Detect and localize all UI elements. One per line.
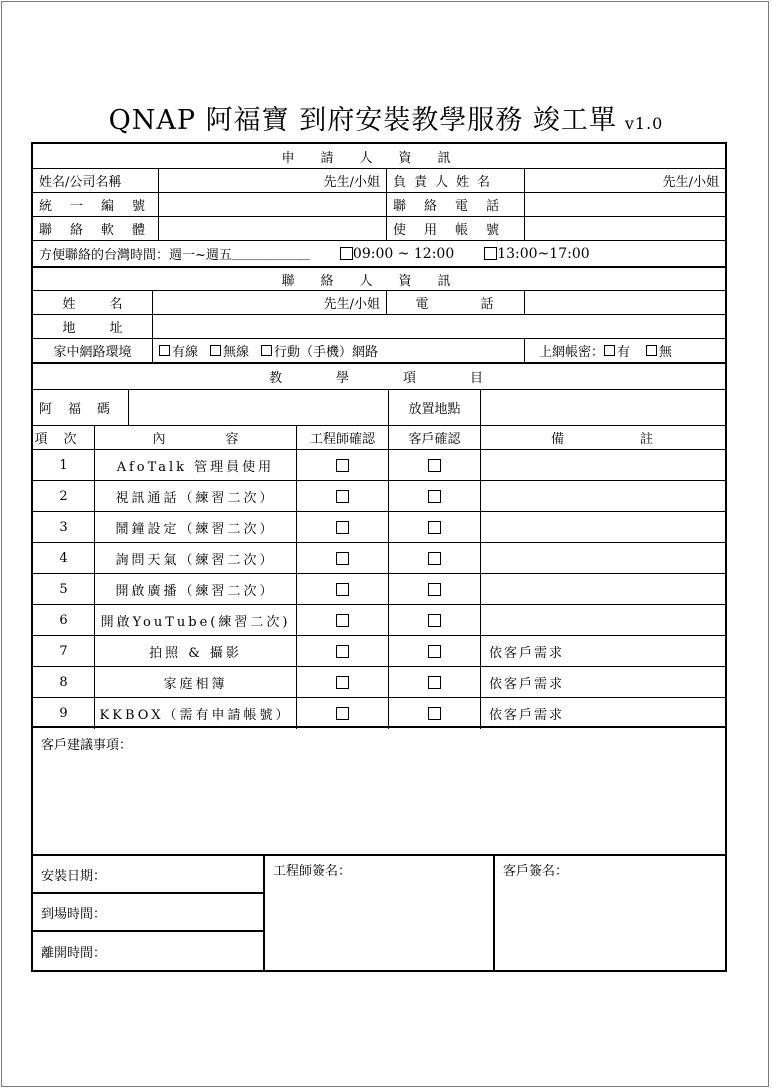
account-yes-checkbox[interactable]: [604, 345, 615, 356]
engineer-sign-label: 工程師簽名：: [273, 864, 352, 879]
item-note[interactable]: 依客戶需求: [489, 676, 565, 692]
item-content: 開啟YouTube(練習二次): [95, 605, 297, 635]
item-customer-cell: [389, 543, 481, 573]
company-mr-ms: 先生/小姐: [323, 175, 380, 190]
footer-section: [33, 856, 725, 970]
contact-header-row: [33, 268, 725, 291]
item-engineer-cell: [297, 450, 389, 480]
engineer-confirm-checkbox[interactable]: [336, 583, 349, 596]
mobile-label: 行動（手機）網路: [274, 345, 379, 360]
suggestions-section[interactable]: [33, 728, 725, 856]
contact-mr-ms: 先生/小姐: [323, 297, 380, 312]
slot2-checkbox[interactable]: [484, 247, 497, 260]
network-label: 家中網路環境: [33, 339, 153, 362]
item-engineer-cell: [297, 667, 389, 697]
unified-label: 統一編號: [33, 193, 159, 216]
item-note[interactable]: [481, 543, 725, 573]
item-engineer-cell: [297, 574, 389, 604]
install-date-cell[interactable]: [33, 856, 263, 894]
engineer-confirm-checkbox[interactable]: [336, 676, 349, 689]
customer-confirm-checkbox[interactable]: [428, 459, 441, 472]
network-options: [153, 339, 525, 362]
col-no: 項次: [33, 426, 95, 449]
item-content: 視訊通話（練習二次）: [95, 481, 297, 511]
item-customer-cell: [389, 605, 481, 635]
wired-label: 有線: [172, 345, 199, 360]
item-engineer-cell: [297, 512, 389, 542]
slot1-label: 09:00 ~ 12:00: [352, 245, 455, 262]
teaching-item-row: [33, 450, 725, 481]
col-content: 內容: [95, 426, 297, 449]
item-customer-cell: [389, 481, 481, 511]
item-customer-cell: [389, 512, 481, 542]
item-no: 4: [33, 543, 95, 573]
install-date-label: 安裝日期：: [41, 868, 107, 884]
unified-field[interactable]: [159, 193, 387, 216]
suggestions-label: 客戶建議事項：: [41, 738, 133, 753]
item-engineer-cell: [297, 636, 389, 666]
item-content: 拍照 & 攝影: [95, 636, 297, 666]
col-customer: 客戶確認: [389, 426, 481, 449]
customer-confirm-checkbox[interactable]: [428, 645, 441, 658]
item-customer-cell: [389, 698, 481, 729]
item-content: AfoTalk 管理員使用: [95, 450, 297, 480]
item-customer-cell: [389, 450, 481, 480]
customer-confirm-checkbox[interactable]: [428, 552, 441, 565]
afo-code-row: [33, 390, 725, 426]
item-content: 詢問天氣（練習二次）: [95, 543, 297, 573]
item-note[interactable]: [481, 605, 725, 635]
applicant-row-4: [33, 241, 725, 266]
teaching-item-row: [33, 636, 725, 667]
title-version: v1.0: [624, 114, 664, 133]
software-field[interactable]: [159, 217, 387, 240]
teaching-item-row: [33, 543, 725, 574]
applicant-section: [33, 144, 725, 268]
wireless-checkbox[interactable]: [210, 345, 221, 356]
company-label: 姓名/公司名稱: [33, 169, 159, 192]
item-content: 開啟廣播（練習二次）: [95, 574, 297, 604]
item-no: 1: [33, 450, 95, 480]
wireless-label: 無線: [223, 345, 250, 360]
item-note[interactable]: [481, 574, 725, 604]
form-title: [0, 98, 772, 137]
contact-time-blank[interactable]: ____________: [231, 246, 310, 261]
item-no: 7: [33, 636, 95, 666]
software-label: 聯絡軟體: [33, 217, 159, 240]
teaching-item-row: [33, 667, 725, 698]
customer-sign-cell[interactable]: [495, 856, 725, 970]
teaching-item-row: [33, 512, 725, 543]
customer-confirm-checkbox[interactable]: [428, 583, 441, 596]
col-engineer: 工程師確認: [297, 426, 389, 449]
engineer-sign-cell[interactable]: [265, 856, 495, 970]
item-no: 3: [33, 512, 95, 542]
engineer-confirm-checkbox[interactable]: [336, 521, 349, 534]
customer-confirm-checkbox[interactable]: [428, 521, 441, 534]
service-form: [31, 142, 730, 972]
person-mr-ms: 先生/小姐: [662, 175, 719, 190]
person-field[interactable]: [525, 169, 725, 192]
contact-row-1: [33, 291, 725, 315]
item-no: 8: [33, 667, 95, 697]
contact-name-label: 姓名: [33, 291, 153, 314]
address-field[interactable]: [153, 315, 725, 338]
arrive-time-cell[interactable]: [33, 894, 263, 932]
contact-name-field[interactable]: [153, 291, 387, 314]
teaching-item-row: [33, 481, 725, 512]
contact-tel-label: 電話: [387, 291, 525, 314]
teaching-col-header-row: [33, 426, 730, 450]
engineer-confirm-checkbox[interactable]: [336, 552, 349, 565]
title-main: QNAP 阿福寶 到府安裝教學服務 竣工單: [108, 105, 617, 136]
account-label: 使用帳號: [387, 217, 525, 240]
item-no: 6: [33, 605, 95, 635]
contact-row-2: [33, 315, 725, 339]
contact-header: 聯絡人資訊: [281, 273, 477, 289]
applicant-header-row: [33, 144, 725, 169]
teaching-header-row: [33, 364, 725, 390]
item-engineer-cell: [297, 698, 389, 729]
contact-section: [33, 268, 725, 364]
teaching-item-row: [33, 698, 725, 729]
customer-confirm-checkbox[interactable]: [428, 676, 441, 689]
contact-row-3: [33, 339, 725, 362]
address-label: 地址: [33, 315, 153, 338]
wired-checkbox[interactable]: [159, 345, 170, 356]
item-engineer-cell: [297, 481, 389, 511]
item-engineer-cell: [297, 543, 389, 573]
place-field[interactable]: [481, 390, 725, 425]
phone-label: 聯絡電話: [387, 193, 525, 216]
slot2-label: 13:00~17:00: [497, 245, 590, 262]
applicant-row-1: [33, 169, 725, 193]
item-engineer-cell: [297, 605, 389, 635]
arrive-time-label: 到場時間：: [41, 906, 107, 922]
teaching-item-row: [33, 574, 725, 605]
account-no-label: 無: [659, 345, 673, 360]
customer-confirm-checkbox[interactable]: [428, 614, 441, 627]
account-field[interactable]: [525, 217, 725, 240]
afo-code-field[interactable]: [129, 390, 389, 425]
leave-time-label: 離開時間：: [41, 945, 107, 961]
account-yes-label: 有: [617, 345, 631, 360]
engineer-confirm-checkbox[interactable]: [336, 707, 349, 720]
item-customer-cell: [389, 667, 481, 697]
account-question-label: 上網帳密：: [539, 345, 605, 360]
afo-code-label: 阿福碼: [33, 390, 129, 425]
engineer-confirm-checkbox[interactable]: [336, 459, 349, 472]
item-content: 鬧鐘設定（練習二次）: [95, 512, 297, 542]
teaching-item-row: [33, 605, 725, 636]
item-content: 家庭相簿: [95, 667, 297, 697]
item-note[interactable]: [481, 512, 725, 542]
engineer-confirm-checkbox[interactable]: [336, 490, 349, 503]
applicant-row-2: [33, 193, 725, 217]
engineer-confirm-checkbox[interactable]: [336, 614, 349, 627]
place-label: 放置地點: [389, 390, 481, 425]
teaching-header: 教學項目: [268, 371, 537, 386]
account-no-checkbox[interactable]: [646, 345, 657, 356]
customer-confirm-checkbox[interactable]: [428, 490, 441, 503]
item-note[interactable]: 依客戶需求: [489, 708, 565, 723]
person-label: 負責人姓名: [387, 169, 525, 192]
item-note[interactable]: [481, 450, 725, 480]
item-note[interactable]: [481, 481, 725, 511]
item-no: 5: [33, 574, 95, 604]
mobile-checkbox[interactable]: [261, 345, 272, 356]
contact-time-label: 方便聯絡的台灣時間：週一~週五: [39, 248, 232, 263]
item-customer-cell: [389, 636, 481, 666]
item-content: KKBOX（需有申請帳號）: [95, 698, 297, 729]
applicant-header: 申請人資訊: [281, 150, 477, 166]
item-no: 2: [33, 481, 95, 511]
leave-time-cell[interactable]: [33, 932, 263, 970]
customer-confirm-checkbox[interactable]: [428, 707, 441, 720]
contact-time-cell: [33, 241, 725, 266]
item-customer-cell: [389, 574, 481, 604]
customer-sign-label: 客戶簽名：: [503, 864, 569, 879]
teaching-section: [33, 364, 730, 728]
item-note[interactable]: 依客戶需求: [489, 645, 565, 661]
slot1-checkbox[interactable]: [340, 247, 353, 260]
company-field[interactable]: [159, 169, 387, 192]
contact-tel-field[interactable]: [525, 291, 725, 314]
engineer-confirm-checkbox[interactable]: [336, 645, 349, 658]
phone-field[interactable]: [525, 193, 725, 216]
item-no: 9: [33, 698, 95, 729]
applicant-row-3: [33, 217, 725, 241]
account-question-cell: [525, 339, 725, 362]
col-note: 備註: [551, 432, 730, 447]
